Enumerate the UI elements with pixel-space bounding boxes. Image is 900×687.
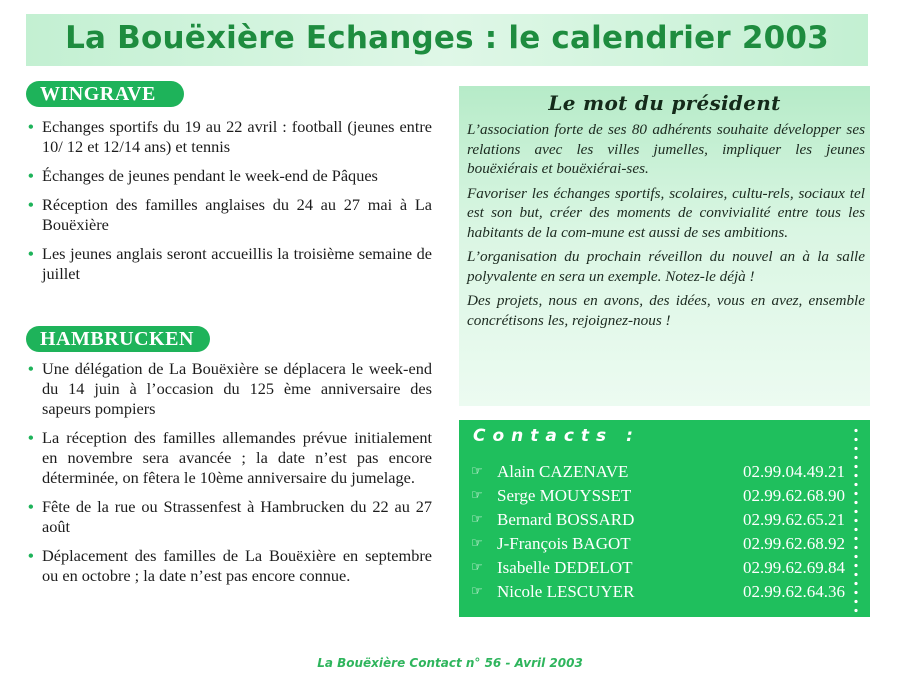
- contact-phone: 02.99.62.68.92: [743, 534, 845, 553]
- bullet-dot-icon: •: [28, 166, 34, 185]
- bullet-dot-icon: •: [28, 195, 34, 214]
- president-box: [459, 86, 870, 406]
- page-footer: La Bouëxière Contact n° 56 - Avril 2003: [317, 656, 583, 670]
- pointing-hand-icon: ☞: [471, 488, 483, 503]
- president-paragraph: Favoriser les échanges sportifs, scolaires, cultu-rels, sociaux tel est son but, créer des moments de convivialité entre tous les habitants de la com-mune est aussi de ses ambitions.: [467, 184, 865, 241]
- contact-row: [471, 462, 845, 486]
- contact-name: J-François BAGOT: [497, 534, 631, 553]
- list-item-text: Échanges de jeunes pendant le week-end de Pâques: [42, 166, 378, 185]
- president-title: Le mot du président: [548, 91, 781, 115]
- page-title: La Bouëxière Echanges : le calendrier 2003: [65, 20, 829, 56]
- bullet-dot-icon: •: [28, 117, 34, 136]
- bullet-dot-icon: •: [28, 428, 34, 447]
- contact-name: Alain CAZENAVE: [497, 462, 629, 481]
- president-paragraph: L’association forte de ses 80 adhérents souhaite développer ses relations avec les villes jumelles, impliquer les jeunes bouëxiérais et bouëxiérai-ses.: [467, 121, 865, 177]
- president-paragraph: L’organisation du prochain réveillon du nouvel an à la salle polyvalente en sera un exemple. Notez-le déjà !: [467, 248, 865, 285]
- contact-row: [471, 510, 845, 534]
- bullet-dot-icon: •: [28, 546, 34, 565]
- list-item: [28, 497, 432, 537]
- bullet-dot-icon: •: [28, 244, 34, 263]
- list-item: [28, 244, 432, 284]
- section-heading-hambrucken: HAMBRUCKEN: [26, 326, 210, 352]
- contact-name: Nicole LESCUYER: [497, 582, 635, 601]
- bullet-dot-icon: •: [28, 497, 34, 516]
- list-item-text: Echanges sportifs du 19 au 22 avril : football (jeunes entre 10/ 12 et 12/14 ans) et tennis: [42, 117, 432, 156]
- contact-phone: 02.99.62.64.36: [743, 582, 845, 601]
- contact-phone: 02.99.62.68.90: [743, 486, 845, 505]
- list-item-text: Les jeunes anglais seront accueillis la troisième semaine de juillet: [42, 244, 432, 283]
- pointing-hand-icon: ☞: [471, 536, 483, 551]
- list-item: [28, 195, 432, 235]
- list-item-text: Une délégation de La Bouëxière se déplacera le week-end du 14 juin à l’occasion du 125 ème anniversaire des sapeurs pompiers: [42, 359, 432, 418]
- list-item-text: La réception des familles allemandes prévue initialement en novembre sera avancée ; la date n’est pas encore déterminée, on fêtera le 10ème anniversaire du jumelage.: [42, 428, 432, 487]
- contact-name: Bernard BOSSARD: [497, 510, 635, 529]
- president-paragraph: Des projets, nous en avons, des idées, vous en avez, ensemble concrétisons les, rejoignez-nous !: [467, 292, 865, 329]
- pointing-hand-icon: ☞: [471, 560, 483, 575]
- list-item-text: Fête de la rue ou Strassenfest à Hambrucken du 22 au 27 août: [42, 497, 432, 536]
- pointing-hand-icon: ☞: [471, 512, 483, 527]
- list-item-text: Déplacement des familles de La Bouëxière en septembre ou en octobre ; la date n’est pas encore connue.: [42, 546, 432, 585]
- pointing-hand-icon: ☞: [471, 584, 483, 599]
- dotted-border: [854, 426, 858, 614]
- contact-name: Serge MOUYSSET: [497, 486, 632, 505]
- title-band: [26, 14, 868, 66]
- section-heading-wingrave: WINGRAVE: [26, 81, 184, 107]
- list-item: [28, 359, 432, 419]
- list-item: [28, 166, 432, 186]
- list-item: [28, 117, 432, 157]
- contact-name: Isabelle DEDELOT: [497, 558, 633, 577]
- contact-phone: 02.99.04.49.21: [743, 462, 845, 481]
- bullet-dot-icon: •: [28, 359, 34, 378]
- contacts-box: [459, 420, 870, 617]
- contact-phone: 02.99.62.65.21: [743, 510, 845, 529]
- list-item: [28, 428, 432, 488]
- contact-row: [471, 558, 845, 582]
- contacts-title: Contacts :: [473, 426, 640, 446]
- contact-row: [471, 534, 845, 558]
- contact-phone: 02.99.62.69.84: [743, 558, 845, 577]
- wingrave-list: [28, 117, 432, 293]
- list-item-text: Réception des familles anglaises du 24 au 27 mai à La Bouëxière: [42, 195, 432, 234]
- list-item: [28, 546, 432, 586]
- contact-row: [471, 486, 845, 510]
- pointing-hand-icon: ☞: [471, 464, 483, 479]
- hambrucken-list: [28, 359, 432, 595]
- contact-row: [471, 582, 845, 606]
- president-text: [467, 120, 865, 335]
